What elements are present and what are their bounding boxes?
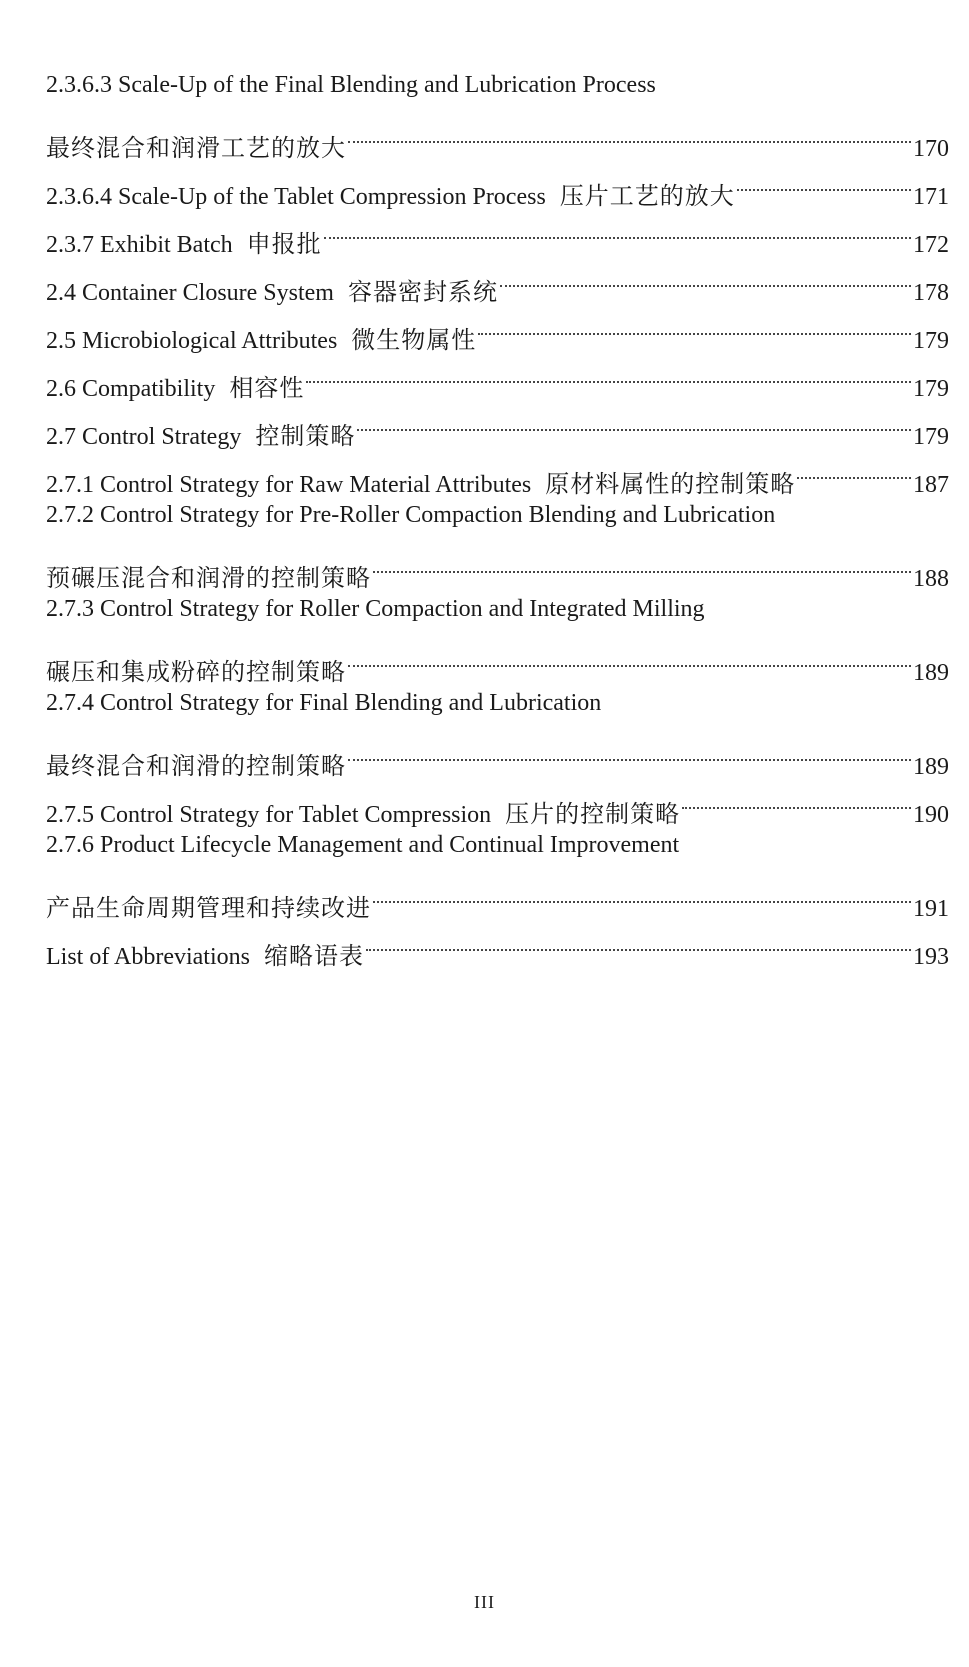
page-number-footer: III	[474, 1592, 495, 1612]
dot-leader	[500, 252, 911, 300]
toc-entry-title: 2.3.7 Exhibit Batch	[46, 232, 233, 258]
dot-leader	[306, 348, 911, 396]
dot-leader	[348, 108, 911, 156]
toc-page-number: 188	[913, 566, 949, 592]
toc-entry-title-zh: 最终混合和润滑的控制策略	[46, 754, 346, 780]
toc-page-number: 191	[913, 896, 949, 922]
toc-entry-title-zh: 预碾压混合和润滑的控制策略	[46, 566, 371, 592]
toc-page-number: 189	[913, 754, 949, 780]
toc-entry-title-zh: 微生物属性	[351, 328, 477, 354]
toc-entry-title: 2.6 Compatibility	[46, 376, 216, 402]
toc-entry-title: 2.3.6.4 Scale-Up of the Tablet Compression Process	[46, 184, 546, 210]
toc-page-number: 172	[913, 232, 949, 258]
toc-entry-title-zh: 申报批	[246, 232, 322, 258]
dot-leader	[737, 156, 911, 204]
dot-leader	[373, 538, 911, 586]
toc-entry[interactable]	[46, 822, 949, 922]
toc-entry-title: 2.7 Control Strategy	[46, 424, 242, 450]
toc-entry-title-zh: 压片工艺的放大	[559, 184, 735, 210]
table-of-contents	[46, 62, 949, 970]
toc-page-number: 189	[913, 660, 949, 686]
toc-entry-title: 2.7.6 Product Lifecycle Management and Continual Improvement	[46, 832, 680, 858]
toc-entry-title: 2.7.1 Control Strategy for Raw Material Attributes	[46, 472, 532, 498]
toc-page-number: 179	[913, 376, 949, 402]
toc-page-number: 178	[913, 280, 949, 306]
toc-entry-title-zh: 产品生命周期管理和持续改进	[46, 896, 371, 922]
dot-leader	[324, 204, 911, 252]
dot-leader	[357, 396, 911, 444]
toc-page-number: 187	[913, 472, 949, 498]
toc-entry-title-zh: 压片的控制策略	[505, 802, 681, 828]
toc-entry-title-zh: 控制策略	[255, 424, 356, 450]
dot-leader	[348, 726, 911, 774]
toc-entry-title: 2.7.2 Control Strategy for Pre-Roller Compaction Blending and Lubrication	[46, 502, 776, 528]
toc-entry-title: 2.7.3 Control Strategy for Roller Compaction and Integrated Milling	[46, 596, 705, 622]
dot-leader	[797, 444, 911, 492]
toc-entry-title: 2.7.5 Control Strategy for Tablet Compression	[46, 802, 492, 828]
toc-entry[interactable]	[46, 586, 949, 686]
toc-page-number: 190	[913, 802, 949, 828]
toc-entry-title-zh: 容器密封系统	[347, 280, 498, 306]
toc-entry-title: 2.7.4 Control Strategy for Final Blending and Lubrication	[46, 690, 602, 716]
toc-entry-title: List of Abbreviations	[46, 944, 250, 970]
toc-page-number: 179	[913, 424, 949, 450]
toc-entry[interactable]	[46, 62, 949, 162]
toc-entry-title-zh: 最终混合和润滑工艺的放大	[46, 136, 346, 162]
toc-page-number: 170	[913, 136, 949, 162]
toc-entry[interactable]	[46, 680, 949, 780]
toc-entry-title: 2.5 Microbiological Attributes	[46, 328, 338, 354]
toc-entry-title-zh: 原材料属性的控制策略	[545, 472, 796, 498]
dot-leader	[478, 300, 911, 348]
toc-entry-title: 2.4 Container Closure System	[46, 280, 334, 306]
dot-leader	[348, 632, 911, 680]
toc-entry-title: 2.3.6.3 Scale-Up of the Final Blending and Lubrication Process	[46, 72, 656, 98]
toc-page-number: 179	[913, 328, 949, 354]
dot-leader	[682, 774, 911, 822]
toc-entry-title-zh: 缩略语表	[263, 944, 364, 970]
dot-leader	[366, 916, 911, 964]
toc-entry[interactable]	[46, 492, 949, 592]
toc-page-number: 193	[913, 944, 949, 970]
toc-entry-title-zh: 相容性	[229, 376, 305, 402]
toc-page-number: 171	[913, 184, 949, 210]
dot-leader	[373, 868, 911, 916]
toc-entry-title-zh: 碾压和集成粉碎的控制策略	[46, 660, 346, 686]
